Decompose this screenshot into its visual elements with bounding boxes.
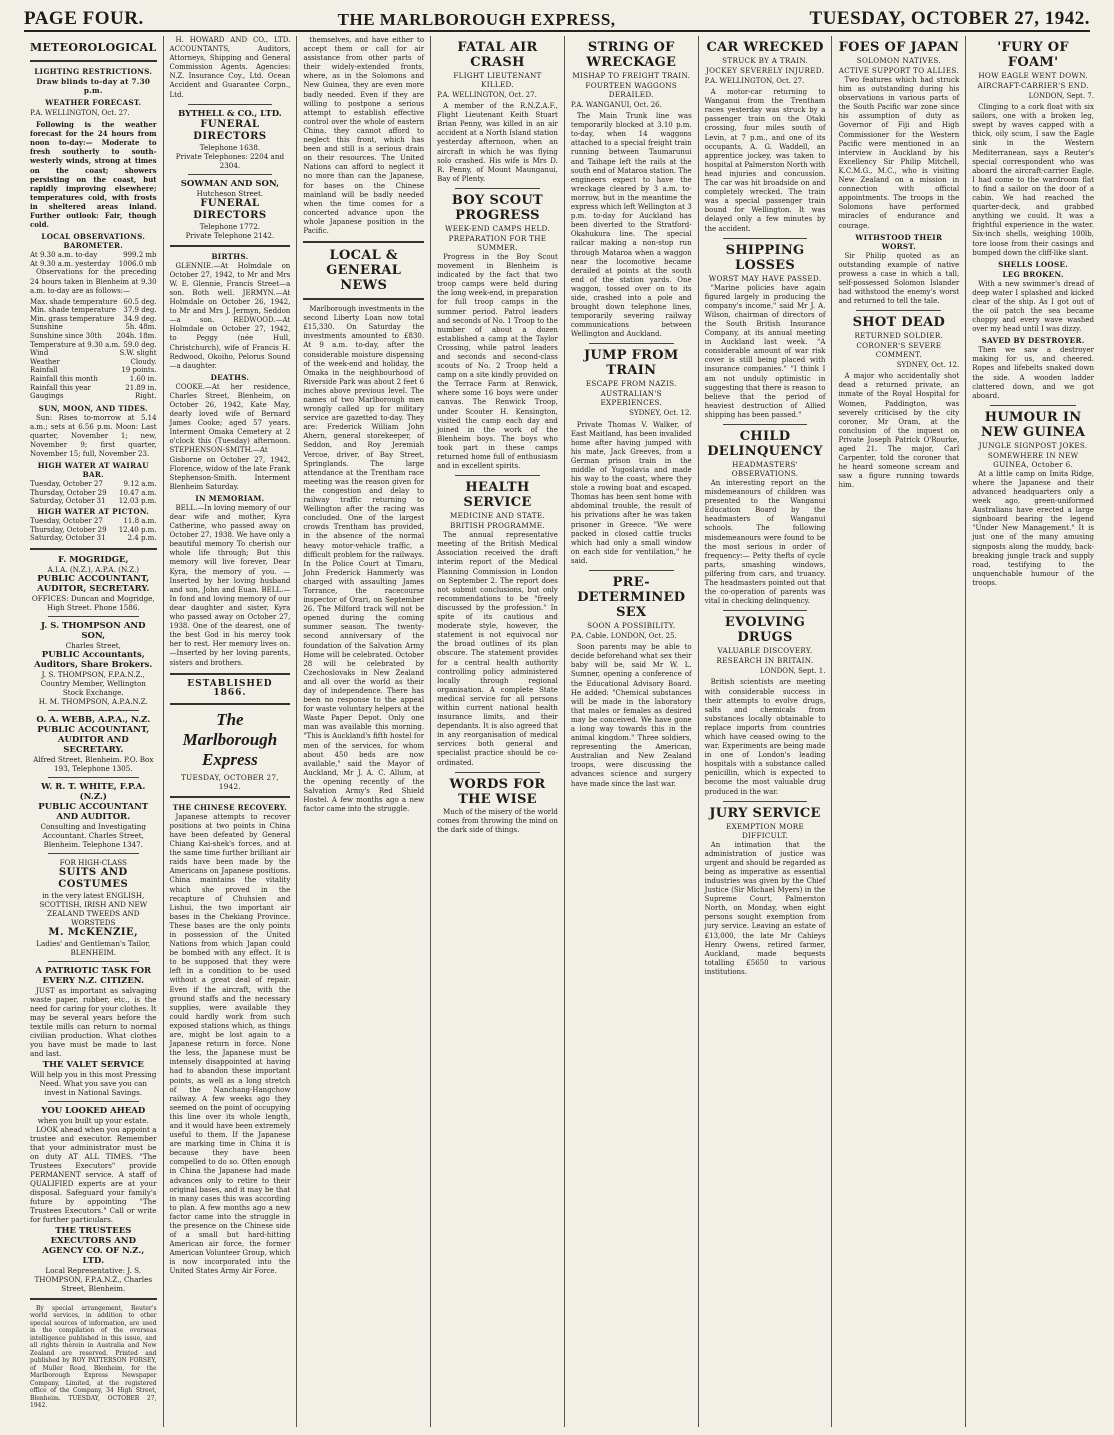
dateline: LONDON, Sept. 7. xyxy=(1028,92,1094,100)
subhead: BRITISH PROGRAMME. xyxy=(450,521,545,531)
baro-row: At 9.30 a.m. yesterday 1006.0 mb xyxy=(30,259,157,268)
headline-shot-dead: SHOT DEAD xyxy=(852,315,946,331)
subhead: ACTIVE SUPPORT TO ALLIES. xyxy=(838,66,959,75)
subhead: RESEARCH IN BRITAIN. xyxy=(716,656,814,666)
tide-row: Saturday, October 31 2.4 p.m. xyxy=(30,534,157,543)
deaths-heading: DEATHS. xyxy=(210,372,250,382)
column-foes-of-japan xyxy=(832,36,966,1427)
observations-text: Observations for the preceding 24 hours taken in Blenheim at 9.30 a.m. to-day are as follows:— xyxy=(30,268,157,295)
paper-title: THE MARLBOROUGH EXPRESS, xyxy=(337,10,616,29)
newspaper-page xyxy=(24,36,1100,1427)
memoriam-text: BELL.—In loving memory of our dear wife and mother, Kyra Catherine, who passed away on October 27, 1938. We have only a beautiful memory To cherish our whole life through; But this memory will live forever, Dear Kyra, the memory of you. —Inserted by her loving husband and son, John and Euan. BELL.—In fond and loving memory of our dear daughter and sister, Kyra who passed away on October 27, 1938. One of the dearest, one of the best God in his mercy took her to rest. Her memory lives on. —Inserted by her loving parents, sisters and brothers. xyxy=(169,503,291,667)
column-local-news xyxy=(297,36,431,1427)
obs-row: Min. shade temperature 37.9 deg. xyxy=(30,306,157,315)
subhead: JUNGLE SIGNPOST JOKES. xyxy=(978,440,1088,450)
tide-row: Saturday, October 31 12.03 p.m. xyxy=(30,497,157,506)
headline-health-service: HEALTH SERVICE xyxy=(463,480,532,511)
editorial-heading: THE CHINESE RECOVERY. xyxy=(172,802,288,812)
subhead: SOMEWHERE IN NEW GUINEA, October 6. xyxy=(987,450,1079,469)
obs-row: Rainfall 19 points. xyxy=(30,366,157,375)
advert-trustees: YOU LOOKED AHEAD when you built up your estate. LOOK ahead when you appoint a trustee and executor. Remember that your administrator must be on duty AT ALL TIMES. "The Trustees Executors" provide PERMANENT service. A staff of QUALIFIED experts are at your disposal. Safeguard your family's future by appointing "The Trustees Executors." Call or write for further particulars. THE TRUSTEES EXECUTORS AND AGENCY CO. OF N.Z., LTD. Local Representative: J. S. THOMPSON, F.P.A.N.Z., Charles Street, Blenheim. xyxy=(30,1105,157,1293)
headline-fatal-air-crash: FATAL AIR CRASH xyxy=(457,40,538,70)
headline-child-delinquency: CHILD DELINQUENCY xyxy=(707,429,823,459)
local-news-text: Marlborough investments in the second Liberty Loan now total £15,330. On Saturday the investments amounted to £830. At 9 a.m. to-day, after the considerable moisture dispensing of the week-end and holiday, the Omaka in the neighbourhood of Riverside Park was about 2 feet 6 inches above previous level. The names of two Marlborough men wrongly called up for military service are gazetted to-day. They are: Frederick William John Ahern, general storekeeper, of Seddon, and Roy Jeremiah Vercoe, driver, of Bay Street, Springlands. The large attendance at the Trentham race meeting was the reason given for the congestion and delay to railway traffic returning to Wellington after the racing was concluded. One of the largest crowds Trentham has provided, in the absence of the normal heavy motor-vehicle traffic, a difficult problem for the railways. In the Police Court at Timaru, John Frederick Hammerly was charged with assaulting James Torrance, the racecourse inspector of Orari, on September 26. The Milford track will not be opened during the coming summer season. The twenty-second anniversary of the foundation of the Salvation Army Home will be celebrated. October 28 will be celebrated by Czechoslovaks in New Zealand and all over the world as their day of independence. There has been no response to the appeal for waste voluntary helpers at the Waste Paper Depot. Only one man was available this morning. "This is Auckland's fifth hostel for men of the services, for whom about 450 beds are now available," said the Mayor of Auckland, Mr J. A. C. Allum, at the opening recently of the Salvation Army's Red Shield Hostel. A few months ago a new factor came into the struggle. xyxy=(303,305,425,814)
subhead: FOURTEEN WAGGONS DERAILED. xyxy=(585,81,678,99)
subhead: WEEK-END CAMPS HELD. xyxy=(445,223,550,233)
advert-bythell: BYTHELL & CO., LTD. FUNERAL DIRECTORS Telephone 1638. Private Telephones: 2204 and 2304. xyxy=(175,108,285,170)
headline-jump-from-train: JUMP FROM TRAIN xyxy=(583,348,679,379)
subhead: AIRCRAFT-CARRIER'S END. xyxy=(977,81,1089,90)
subhead: EXEMPTION MORE DIFFICULT. xyxy=(726,821,805,840)
wairau-heading: HIGH WATER AT WAIRAU BAR. xyxy=(37,461,149,480)
obs-row: Gaugings Right. xyxy=(30,392,157,401)
subhead: LEG BROKEN. xyxy=(1002,269,1064,279)
headline-fury-of-foam: 'FURY OF FOAM' xyxy=(997,40,1069,70)
headline-evolving-drugs: EVOLVING DRUGS xyxy=(724,615,806,646)
births-text: GLENNIE.—At Holmdale on October 27, 1942, to Mr and Mrs W. E. Glennie, Francis Street—a son. Both well. JERMYN.—At Holmdale on October 26, 1942, to Mr and Mrs J. Jermyn, Seddon—a son. REDWOOD.—At Holmdale on October 27, 1942, to Peggy (née Hull, Christchurch), wife of Francis H. Redwood, Okoiho, Pelorus Sound—a daughter. xyxy=(169,261,291,370)
dateline: LONDON, Sept. 1. xyxy=(760,667,826,676)
memoriam-heading: IN MEMORIAM. xyxy=(195,493,265,503)
observations-table xyxy=(30,298,157,401)
headline-boy-scout: BOY SCOUT PROGRESS xyxy=(451,192,544,223)
article-text: An interesting report on the misdemeanours of children was presented to the Wanganui Education Board by the headmasters of Wanganui schools. The following misdemeanours were found to be the most serious in order of frequency:— Petty thefts of cycle parts, smashing windows, pilfering from cars, and truancy. The headmasters pointed out that the co-operation of parents was vital in checking delinquency. xyxy=(704,479,826,606)
subhead: VALUABLE DISCOVERY. xyxy=(717,646,813,656)
picton-heading: HIGH WATER AT PICTON. xyxy=(37,507,150,517)
subhead: SHELLS LOOSE. xyxy=(998,259,1069,269)
article-text: A major who accidentally shot dead a returned private, an inmate of the Royal Hospital for Women, Paddington, was severely criticised by the city coroner, Mr Oram, at the conclusion of the inquest on Private Joseph Patrick O'Rourke, aged 21. The major, Carl Carpenter, told the coroner that he heard someone scream and saw a figure running towards him. xyxy=(838,372,960,490)
subhead: SAVED BY DESTROYER. xyxy=(981,336,1085,346)
subhead: CORONER'S SEVERE COMMENT. xyxy=(856,341,942,360)
weather-heading: WEATHER FORECAST. xyxy=(45,98,142,107)
article-text: "Marine policies have again figured largely in producing the company's income," said Mr J. A. Wilson, chairman of directors of the South British Insurance Company, at its annual meeting in Auckland last week. "A considerable amount of war risk cover is still being placed with insurance companies." "I think I am not unduly optimistic in suggesting that there is reason to believe that the period of heaviest destruction of Allied shipping has been passed." xyxy=(704,283,826,419)
obs-row: Weather Cloudy. xyxy=(30,357,157,366)
subhead: STRUCK BY A TRAIN. xyxy=(722,56,808,65)
local-news-heading: LOCAL & GENERAL NEWS xyxy=(326,248,402,294)
article-text: Soon parents may be able to decide beforehand what sex their baby will be, said Mr W. L. Sumner, opening a conference of the Educational Advisory Board. He added: "Chemical substances will be made in the laboratory that males or females as desired may be conceived. We have gone a long way towards this in the animal kingdom." Three soldiers, representing the American, Australian and New Zealand troops, were discussing the advances science and surgery have made since the last war. xyxy=(570,643,692,788)
weather-dateline: P.A. WELLINGTON, Oct. 27. xyxy=(30,109,130,117)
paper-nameplate: The Marlborough Express xyxy=(182,709,278,769)
masthead xyxy=(24,6,1090,32)
article-text: Clinging to a cork float with six sailors, one with a broken leg, swept by waves capped with a thick, oily scum, I saw the Eagle sink in the Western Mediterranean, says a Reuter's special correspondent who was aboard the aircraft-carrier Eagle. I had come to the wardroom flat to find a sailor on the door of a cabin. We had reached the quarter-deck, and grabbed anything we could. It was a frightful experience in the water. Six-inch shells, weighing 100lb, tore loose from their casings and bumped down the cliff-like slant. xyxy=(972,103,1094,257)
subhead: PREPARATION FOR THE SUMMER. xyxy=(448,233,547,252)
editorial-continued: themselves, and have either to accept them or call for air assistance from other parts of their widely-extended fronts, where, as in the Solomons and New Guinea, they are even more badly needed. Even if they are willing to postpone a serious attempt to establish effective control over the whole of eastern China, they cannot afford to neglect this front, which has been and still is a serious drain on their resources. The United Nations can afford to neglect it no more than can the Japanese, for bases on the Chinese mainland will be badly needed when the time comes for a concerted advance upon the whole Japanese position in the Pacific. xyxy=(303,36,425,235)
obs-row: Rainfall this month 1.60 in. xyxy=(30,375,157,384)
obs-row: Rainfall this year 21.89 in. xyxy=(30,383,157,392)
dateline: SYDNEY, Oct. 12. xyxy=(896,361,960,370)
article-text: Then we saw a destroyer making for us, and cheered. Ropes and lifebelts snaked down the side. A wooden ladder clattered down, and we got aboard. xyxy=(972,346,1094,400)
advert-mckenzie: FOR HIGH-CLASS SUITS AND COSTUMES in the very latest ENGLISH, SCOTTISH, IRISH AND NEW ZEALAND TWEEDS AND WORSTEDS M. McKENZIE, Ladies' and Gentleman's Tailor, BLENHEIM. xyxy=(36,857,151,957)
subhead: HEADMASTERS' OBSERVATIONS. xyxy=(731,460,799,478)
obs-row: Wind S.W. slight xyxy=(30,349,157,358)
sun-heading: SUN, MOON, AND TIDES. xyxy=(38,403,148,413)
column-fury-of-foam xyxy=(966,36,1100,1427)
advert-mogridge: F. MOGRIDGE, A.I.A. (N.Z.), A.P.A. (N.Z.) PUBLIC ACCOUNTANT, AUDITOR, SECRETARY. OFFICES: Duncan and Mogridge, High Street. Phone 1586. xyxy=(31,554,155,612)
observations-heading: LOCAL OBSERVATIONS. BAROMETER. xyxy=(41,232,146,251)
dateline: SYDNEY, Oct. 12. xyxy=(629,409,692,418)
subhead: RETURNED SOLDIER. xyxy=(854,331,944,341)
dateline: P.A. WELLINGTON, Oct. 27. xyxy=(437,91,537,99)
advert-webb: O. A. WEBB, A.P.A., N.Z. PUBLIC ACCOUNTANT, AUDITOR AND SECRETARY. Alfred Street, Blenheim. P.O. Box 193, Telephone 1305. xyxy=(33,714,154,773)
advert-valet: A PATRIOTIC TASK FOR EVERY N.Z. CITIZEN. JUST as important as salvaging waste paper, rubber, etc., is the need for caring for your clothes. It may be several years before the textile mills can return to normal civilian production. What clothes you have must be made to last and last. THE VALET SERVICE Will help you in this most Pressing Need. What you save you can invest in National Savings. xyxy=(30,965,157,1097)
subhead: SOON A POSSIBILITY. xyxy=(587,621,676,631)
dateline: P.A. WANGANUI, Oct. 26. xyxy=(570,101,662,109)
article-text: A motor-car returning to Wanganui from the Trentham races yesterday was struck by a passenger train on the Otaki crossing, four miles south of Levin, at 7 p.m., and one of its occupants, A. G. Waddell, an apprentice jockey, was taken to hospital at Palmerston North with head injuries and concussion. The car was hit broadside on and completely wrecked. The train was a special passenger train bound for Wellington. It was delayed only a few minutes by the accident. xyxy=(704,88,826,233)
headline-car-wrecked: CAR WRECKED xyxy=(706,40,824,55)
subhead: HOW EAGLE WENT DOWN. xyxy=(978,71,1088,80)
column-air-crash xyxy=(431,36,565,1427)
obs-row: Temperature at 9.30 a.m. 59.0 deg. xyxy=(30,340,157,349)
subhead: AUSTRALIAN'S EXPERIENCES. xyxy=(600,389,663,408)
article-text: Two features which had struck him as outstanding during his observations in various parts of the South Pacific war zone since his assumption of duty as Governor of Fiji and High Commissioner for the Western Pacific were mentioned in an interview in Auckland by his Excellency Sir Philip Mitchell, K.C.M.G., M.C., who is visiting New Zealand on a mission in connection with official appointments. The troops in the Solomons have performed miracles of endurance and courage. xyxy=(838,76,960,230)
headline-humour-new-guinea: HUMOUR IN NEW GUINEA xyxy=(980,409,1086,440)
obs-row: Max. shade temperature 60.5 deg. xyxy=(30,297,157,306)
deaths-text: COOKE.—At her residence, Charles Street, Blenheim, on October 26, 1942, Kate May, dearly loved wife of Bernard James Cooke; aged 57 years. Interment Omaka Cemetery at 2 o'clock this (Tuesday) afternoon. STEPHENSON-SMITH.—At Gisborne on October 27, 1942, Florence, widow of the late Frank Stephenson-Smith. Interment Blenheim Saturday. xyxy=(169,382,291,491)
article-text: Private Thomas V. Walker, of East Maitland, has been invalided home after having jumped with his mate, Jack Greeves, from a German prison train in the middle of Yugoslavia and made his way to the coast, where they stole a rowing boat and escaped. Thomas has been sent home with abdominal trouble, the result of his privations after he was taken prisoner in Greece. "We were packed in closed cattle trucks which had only a small window on each side for ventilation," he said. xyxy=(570,420,692,565)
obs-row: Min. grass temperature 34.9 deg. xyxy=(30,314,157,323)
headline-string-of-wreckage: STRING OF WRECKAGE xyxy=(586,40,677,70)
tide-row: Thursday, October 29 12.40 p.m. xyxy=(30,525,157,534)
paper-date: TUESDAY, OCTOBER 27, 1942. xyxy=(181,772,279,791)
article-text: A member of the R.N.Z.A.F., Flight Lieutenant Keith Stuart Brian Penny, was killed in an air accident at a North Island station yesterday afternoon, when an aircraft in which he was flying solo crashed. His wife is Mrs D. R. Penny, of Mount Maunganui, Bay of Plenty. xyxy=(437,102,558,183)
obs-row: Sunshine since 30th 204h. 18m. xyxy=(30,332,157,341)
headline-shipping-losses: SHIPPING LOSSES xyxy=(725,242,805,273)
subhead: MISHAP TO FREIGHT TRAIN. xyxy=(572,71,691,80)
article-text: Sir Philip quoted as an outstanding example of native prowess a case in which a tall, self-possessed Solomon Islander had withstood the enemy's worst and returned to tell the tale. xyxy=(838,251,960,306)
column-car-wrecked xyxy=(699,36,833,1427)
article-text: The annual representative meeting of the British Medical Association received the draft interim report of the Medical Planning Commission in London on September 2. The report does not submit conclusions, but only recommendations to be "freely discussed by the profession." In spite of its cautious and moderate style, however, the statement is not equivocal nor the broad outlines of its plan obscure. The statement provides for a central health authority controlling policy administered locally through regional organisation. A complete State medical service for all persons within current national health insurance limits, and their dependants. It is also agreed that in any reorganisation of medical services both general and specialist practice should be co-ordinated. xyxy=(437,531,558,767)
dateline: P.A. Cable. LONDON, Oct. 25. xyxy=(570,632,677,641)
headline-pre-determined-sex: PRE-DETERMINED SEX xyxy=(577,575,686,621)
meteorological-heading: METEOROLOGICAL xyxy=(30,41,157,54)
subhead: MEDICINE AND STATE. xyxy=(449,511,545,521)
subhead: SOLOMON NATIVES. xyxy=(856,56,941,65)
advert-white: W. R. T. WHITE, F.P.A. (N.Z.) PUBLIC ACCOUNTANT AND AUDITOR. Consulting and Investigating Accountant. Charles Street, Blenheim. Telephone 1347. xyxy=(38,781,149,849)
column-notices xyxy=(164,36,298,1427)
established: ESTABLISHED 1866. xyxy=(187,678,273,698)
article-text: Progress in the Boy Scout movement in Blenheim is indicated by the fact that two troop camps were held during the long week-end, in preparation for full troop camps in the summer period. Patrol leaders and seconds of No. 1 Troop to the number of about a dozen established a camp at the Taylor Crossing, while patrol leaders and seconds and second-class scouts of No. 2 Troop held a camp on a site kindly provided on the Terrace Farm at Renwick, where some 16 boys were under canvas. The Renwick Troop, under Scouter H. Kensington, visited the camp each day and joined in the work of the Blenheim boys. The boys who took part in these camps returned home full of enthusiasm and in excellent spirits. xyxy=(437,252,558,471)
births-heading: BIRTHS. xyxy=(211,251,249,261)
advert-howard: H. HOWARD AND CO., LTD. ACCOUNTANTS, Auditors, Attorneys, Shipping and General Commission Agents. Agencies: N.Z. Insurance Coy., Ltd. Ocean Accident and Guarantee Corpn., Ltd. xyxy=(169,36,291,99)
tide-row: Tuesday, October 27 11.8 a.m. xyxy=(30,517,157,526)
lighting-text: Draw blinds to-day at 7.30 p.m. xyxy=(36,77,151,95)
article-text: An intimation that the administration of justice was urgent and should be regarded as being as imperative as essential industries was given by the Chief Justice (Sir Michael Myers) in the Supreme Court, Palmerston North, on Monday, when eight persons sought exemption from jury service. Leaving an estate of £13,000, the late Mr Cahleys Henry Owens, retired farmer, Auckland, made bequests totalling £5650 to various institutions. xyxy=(704,840,826,976)
article-text: The Main Trunk line was temporarily blocked at 3.10 p.m. to-day, when 14 waggons attached to a special freight train running between Taumarunui and Taihape left the rails at the south end of Mataroa station. The engineers expect to have the wreckage cleared by 3 a.m. to-morrow, but in the meantime the express which left Wellington at 3 p.m. to-day for Auckland has been diverted to the Stratford-Okahukura line. The special railcar making a non-stop run through Mataroa when a waggon near the locomotive became derailed at points at the south end of the station yards. One waggon, tossed over on to its side, crashed into a pole and brought down telephone lines, temporarily severing railway communications between Wellington and Auckland. xyxy=(570,112,692,339)
subhead: WITHSTOOD THEIR WORST. xyxy=(855,232,943,251)
article-text: Much of the misery of the world comes from throwing the mind on the dark side of things. xyxy=(437,807,558,834)
sun-text: Sun: Rises to-morrow at 5.14 a.m.; sets at 6.56 p.m. Moon: Last quarter, November 1; new, November 9; first quarter, November 15; full, November 23. xyxy=(30,413,157,459)
column-meteorological xyxy=(24,36,164,1427)
advert-thompson: J. S. THOMPSON AND SON, Charles Street, PUBLIC Accountants, Auditors, Share Brokers. J. S. THOMPSON, F.P.A.N.Z., Country Member, Wellington Stock Exchange. H. M. THOMPSON, A.P.A.N.Z. xyxy=(34,620,153,706)
weather-forecast: Following is the weather forecast for the 24 hours from noon to-day:— Moderate to fresh southerly to south-westerly winds, strong at times on the coast; showers persisting on the coast, but rapidly improving elsewhere; temperatures cold, with frosts in sheltered areas inland. Further outlook: Fair, though cold. xyxy=(30,120,157,230)
editorial-text: Japanese attempts to recover positions at two points in China have been defeated by General Chiang Kai-shek's forces, and at the same time further brilliant air raids have been made by the Americans on Japanese positions. China maintains the vitality which she proved in the recapture of Chuhsien and Lishui, the two important air bases in the Chekiang Province. These bases are the only points in possession of the United Nations from which Japan could be bombed with any effect. It is to be supposed that they were left in a condition to be used without a great deal of repair. Even if the aircraft, with the ground staffs and the necessary supplies, were available they could hardly work from such exposed stations which, as things are, might be lost again to a Japanese return in force. None the less, the Japanese must be intensely disappointed at having had to abandon these important points, as well as a long stretch of the Nanchang-Hangchow railway. A few weeks ago they seemed on the point of occupying this line over its whole length, and it would have been extremely useful to them. If the Japanese are marking time in China it is because they have been compelled to do so. Often enough in China the Japanese had made advances only to retire to their original bases, and it may be that in many cases this was according to plan. A few months ago a new factor came into the struggle in the presence on the Chinese side of a small but hard-hitting American air force, the former American Volunteer Group, which is now incorporated into the United States Army Air Force. xyxy=(169,812,291,1276)
column-wreckage xyxy=(565,36,699,1427)
tide-row: Tuesday, October 27 9.12 a.m. xyxy=(30,480,157,489)
dateline: P.A. WELLINGTON, Oct. 27. xyxy=(704,77,805,85)
headline-words-for-wise: WORDS FOR THE WISE xyxy=(449,776,546,807)
article-text: British scientists are meeting with considerable success in their attempts to evolve drugs, salts and chemicals from substances locally obtainable to replace imports from countries which have ceased owing to the war. Experiments are being made in one of London's leading hospitals with a substance called penicillin, which is expected to become the most valuable drug produced in the war. xyxy=(704,678,826,796)
subhead: ESCAPE FROM NAZIS. xyxy=(585,379,677,389)
obs-row: Sunshine 5h. 48m. xyxy=(30,323,157,332)
imprint: By special arrangement, Reuter's world services, in addition to other special sources of information, are used in the compilation of the overseas intelligence published in this issue, and all rights therein in Australia and New Zealand are reserved. Printed and published by ROY PATTERSON FORSEY, of Muller Road, Blenheim, for the Marlborough Express Newspaper Company, Limited, at the registered office of the Company, 34 High Street, Blenheim. TUESDAY, OCTOBER 27, 1942. xyxy=(30,1304,157,1410)
page-number: PAGE FOUR. xyxy=(24,8,144,29)
headline-jury-service: JURY SERVICE xyxy=(709,805,821,821)
subhead: JOCKEY SEVERELY INJURED. xyxy=(705,66,825,75)
baro-row: At 9.30 a.m. to-day 999.2 mb xyxy=(30,251,157,260)
headline-foes-of-japan: FOES OF JAPAN xyxy=(838,40,960,55)
subhead: WORST MAY HAVE PASSED. xyxy=(708,273,822,283)
article-text: With a new swimmer's dread of deep water I splashed and kicked clear of the ship. As I got out of the oil patch the sea became choppy and every wave washed over my head until I was dizzy. xyxy=(972,279,1094,334)
article-text: At a little camp on Imita Ridge, where the Japanese and their advanced headquarters only a week ago, green-uniformed Australians have erected a large signboard bearing the legend "Under New Management." It is just one of the many amusing signposts along the muddy, back-breaking jungle track and supply road, testifying to the unquenchable humour of the troops. xyxy=(972,469,1094,587)
subhead: FLIGHT LIEUTENANT KILLED. xyxy=(453,71,542,89)
advert-sowman: SOWMAN AND SON, Hutcheson Street. FUNERAL DIRECTORS Telephone 1772. Private Telephone 2142. xyxy=(180,178,280,240)
issue-date: TUESDAY, OCTOBER 27, 1942. xyxy=(809,8,1090,29)
lighting-heading: LIGHTING RESTRICTIONS. xyxy=(34,67,153,76)
tide-row: Thursday, October 29 10.47 a.m. xyxy=(30,488,157,497)
